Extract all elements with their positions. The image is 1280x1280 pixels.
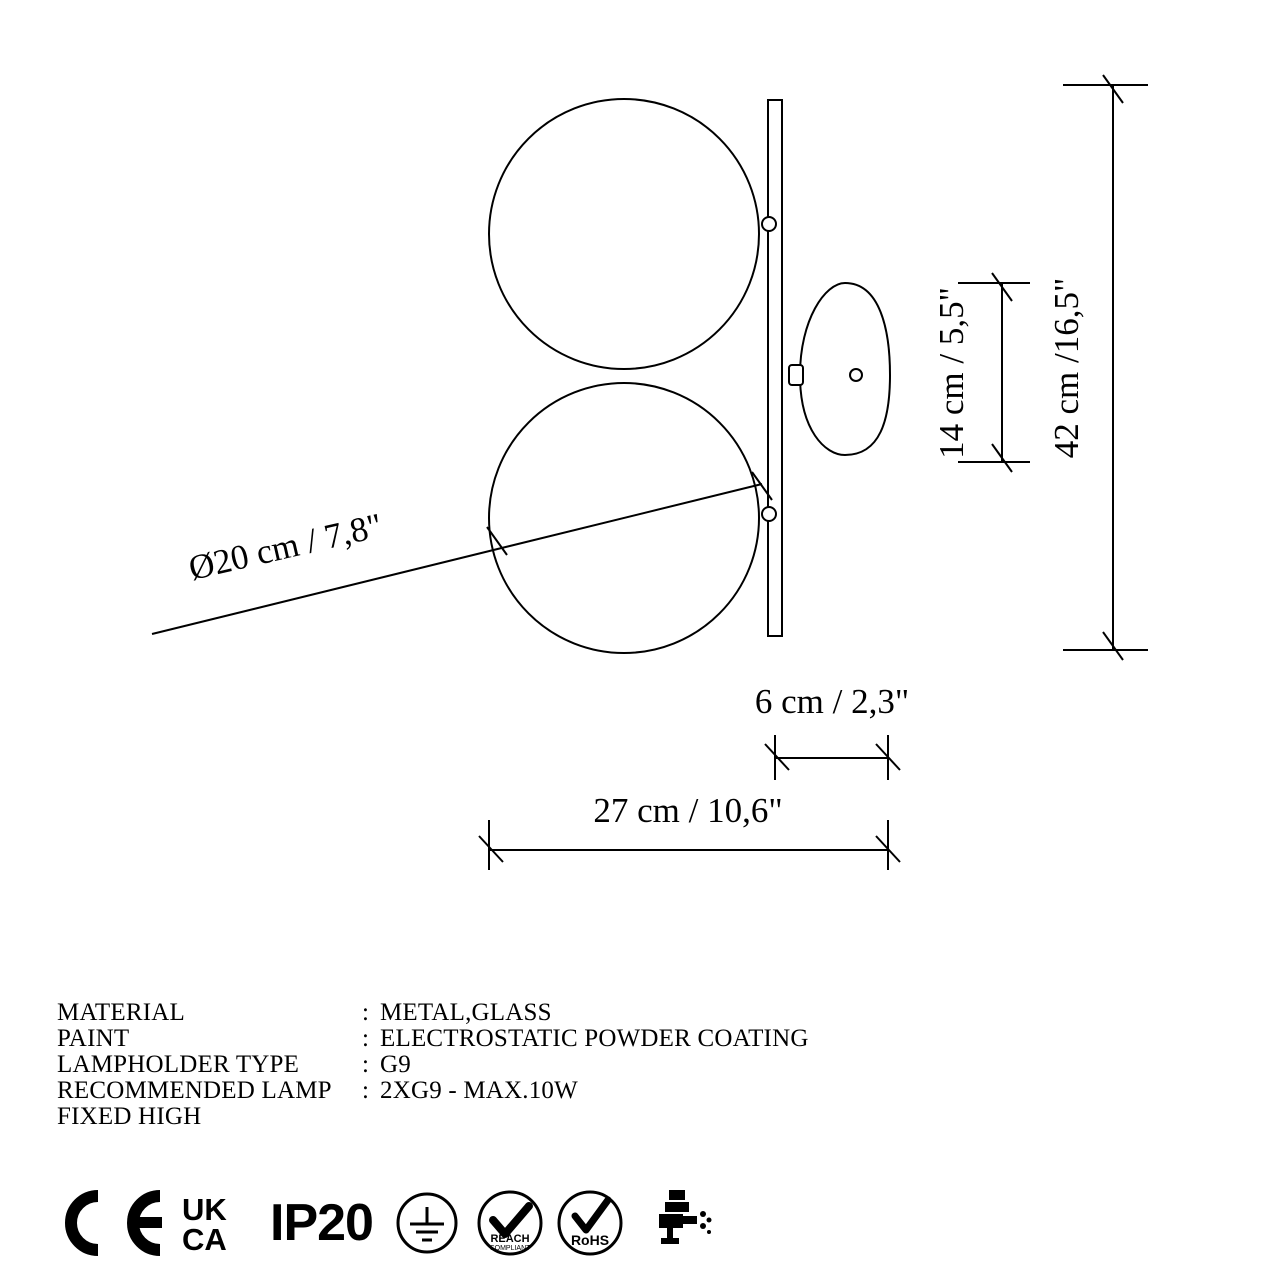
reach-line-2: COMPLIANT	[489, 1245, 531, 1252]
wall-mount-plate	[789, 283, 890, 455]
spec-row-paint	[57, 1026, 809, 1052]
dimension-label-width: 27 cm / 10,6"	[593, 791, 783, 830]
spec-colon: :	[362, 999, 370, 1026]
reach-line-1: REACH	[490, 1233, 530, 1245]
spec-label: RECOMMENDED LAMP	[57, 1077, 332, 1104]
spec-colon	[362, 1104, 380, 1130]
spec-colon: :	[362, 1025, 370, 1052]
ukca-line-1: UK	[182, 1192, 227, 1227]
earth-ground-icon	[395, 1191, 459, 1255]
dimension-label-backplate-height: 14 cm / 5,5"	[932, 287, 971, 459]
lamp-stem	[768, 100, 782, 636]
dimension-label-diameter: Ø20 cm / 7,8"	[185, 505, 386, 588]
dimension-label-depth: 6 cm / 2,3"	[754, 682, 910, 721]
spec-row-fixed-high	[57, 1104, 809, 1130]
ukca-mark-icon	[182, 1188, 260, 1258]
spec-row-material	[57, 1000, 809, 1026]
depth-dimension	[765, 735, 900, 780]
spec-value: METAL,GLASS	[380, 999, 552, 1026]
spec-label: PAINT	[57, 1025, 130, 1052]
spec-label: LAMPHOLDER TYPE	[57, 1051, 300, 1078]
powder-coating-spray-icon	[639, 1186, 713, 1260]
spec-row-lampholder-type	[57, 1052, 809, 1078]
spec-value: ELECTROSTATIC POWDER COATING	[380, 1025, 809, 1052]
ukca-line-2: CA	[182, 1222, 227, 1257]
spec-colon: :	[362, 1051, 370, 1078]
ce-mark-icon	[50, 1188, 168, 1258]
compliance-badges	[50, 1185, 713, 1261]
spec-row-recommended-lamp	[57, 1078, 809, 1104]
reach-compliant-icon	[477, 1190, 543, 1256]
dimension-label-total-height: 42 cm /16,5"	[1047, 277, 1086, 459]
upper-glass-globe	[489, 99, 759, 369]
lamp-socket-lower	[762, 507, 776, 521]
specification-table	[57, 1000, 809, 1130]
spec-colon: :	[362, 1077, 370, 1104]
rohs-label: RoHS	[570, 1232, 610, 1248]
spec-value: 2XG9 - MAX.10W	[380, 1077, 578, 1104]
ip-rating-label: IP20	[270, 1194, 373, 1252]
spec-label: MATERIAL	[57, 999, 185, 1026]
lamp-socket-upper	[762, 217, 776, 231]
spec-label: FIXED HIGH	[57, 1103, 202, 1130]
spec-value: G9	[380, 1051, 411, 1078]
rohs-icon	[557, 1190, 623, 1256]
